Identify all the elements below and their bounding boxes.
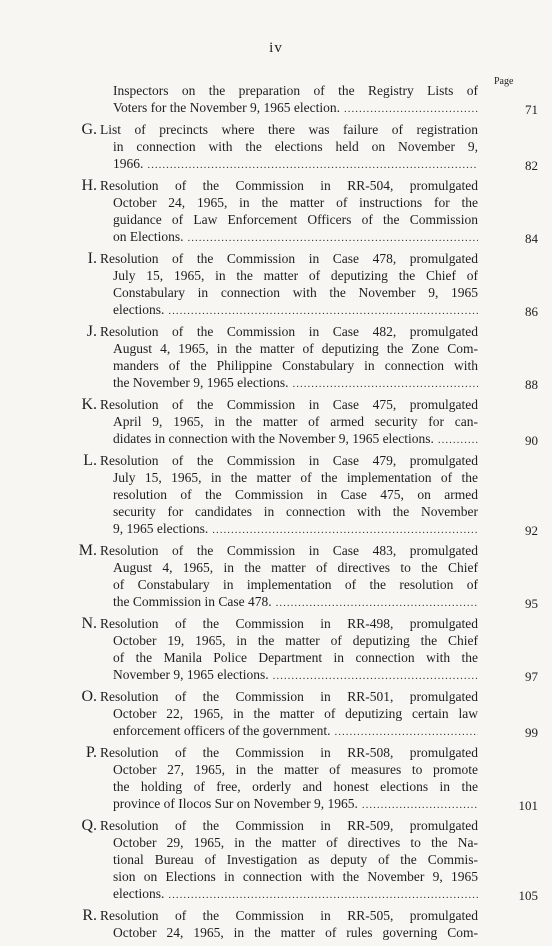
toc-entry xyxy=(0,744,552,812)
toc-entry-text: October 24, 1965, in the matter of rules governing Com- xyxy=(113,925,478,940)
toc-entry-text: Constabulary in connection with the November 9, 1965 xyxy=(113,285,478,300)
toc-entry-text: province of Ilocos Sur on November 9, 1965. xyxy=(113,796,358,811)
toc-entry-line-last xyxy=(113,795,538,813)
dot-leader xyxy=(168,303,478,320)
toc-entry-text: Voters for the November 9, 1965 election. xyxy=(113,100,340,115)
toc-entry-text: the Commission in Case 478. xyxy=(113,594,272,609)
toc-entry-line-last xyxy=(113,520,538,538)
dot-leader xyxy=(362,797,478,814)
toc-entry-line-last xyxy=(113,885,538,903)
toc-entry-letter: R. xyxy=(82,907,97,924)
toc-entry-letter: P. xyxy=(85,744,97,761)
page-number: iv xyxy=(269,40,283,56)
toc-entry-page-number: 99 xyxy=(525,725,538,740)
toc-entry-text: November 9, 1965 elections. xyxy=(113,667,269,682)
dot-leader xyxy=(212,522,478,539)
toc-entry-line-last xyxy=(113,155,538,173)
toc-entry-line-last xyxy=(113,301,538,319)
toc-entry-text: tional Bureau of Investigation as deputy of the Commis- xyxy=(113,852,478,867)
toc-entry-text: the holding of free, orderly and honest elections in the xyxy=(113,779,478,794)
toc-entry-page-number: 95 xyxy=(525,596,538,611)
toc-entry xyxy=(0,250,552,318)
toc-entry-page-number: 86 xyxy=(525,304,538,319)
toc-entry-page-number: 101 xyxy=(518,798,538,813)
toc-entry-text: Resolution of the Commission in RR-504, promulgated xyxy=(100,178,478,193)
dot-leader xyxy=(335,724,478,741)
toc-entry xyxy=(0,688,552,739)
toc-entry-text: October 22, 1965, in the matter of deputizing certain law xyxy=(113,706,478,721)
toc-entry-text: sion on Elections in connection with the November 9, 1965 xyxy=(113,869,478,884)
toc-entry xyxy=(0,396,552,447)
toc-entry-letter: M. xyxy=(78,542,97,559)
toc-entry xyxy=(0,323,552,391)
toc-entry-line-last xyxy=(113,228,538,246)
toc-entry-text: Resolution of the Commission in RR-501, promulgated xyxy=(100,689,478,704)
toc-entry xyxy=(0,452,552,537)
toc-entry-text: October 29, 1965, in the matter of directives to the Na- xyxy=(113,835,478,850)
toc-entry-text: October 24, 1965, in the matter of instructions for the xyxy=(113,195,478,210)
dot-leader xyxy=(292,376,478,393)
toc-entry xyxy=(0,817,552,902)
toc-entry-text: October 27, 1965, in the matter of measures to promote xyxy=(113,762,478,777)
toc-entry-letter: H. xyxy=(81,177,97,194)
toc-entry xyxy=(0,542,552,610)
toc-entry-text: on Elections. xyxy=(113,229,184,244)
toc-entry-text: Resolution of the Commission in RR-505, promulgated xyxy=(100,908,478,923)
toc-entry-line-last xyxy=(113,99,538,117)
toc-entry xyxy=(0,907,552,941)
toc-entry-page-number: 105 xyxy=(518,888,538,903)
toc-entry-letter: N. xyxy=(81,615,97,632)
toc-entry-text: 1966. xyxy=(113,156,144,171)
toc-entry xyxy=(0,177,552,245)
toc-entry-text: of the Manila Police Department in connection with the xyxy=(113,650,478,665)
toc-entry-page-number: 71 xyxy=(525,102,538,117)
toc-entry-line-last xyxy=(113,374,538,392)
dot-leader xyxy=(438,432,478,449)
toc-entry-text: Resolution of the Commission in RR-509, promulgated xyxy=(100,818,478,833)
page-column-label: Page xyxy=(494,76,514,87)
toc-entry-page-number: 88 xyxy=(525,377,538,392)
toc-entry-page-number: 97 xyxy=(525,669,538,684)
toc-entry xyxy=(0,82,552,116)
toc-entry xyxy=(0,615,552,683)
toc-entry-text: 9, 1965 elections. xyxy=(113,521,209,536)
dot-leader xyxy=(344,101,478,118)
toc-entry-text: of Constabulary in implementation of the resolution of xyxy=(113,577,478,592)
toc-entry-text: the November 9, 1965 elections. xyxy=(113,375,289,390)
dot-leader xyxy=(147,157,478,174)
toc-entry-text: July 15, 1965, in the matter of deputizing the Chief of xyxy=(113,268,478,283)
toc-entry-text: enforcement officers of the government. xyxy=(113,723,331,738)
toc-entry-text: Resolution of the Commission in RR-498, promulgated xyxy=(100,616,478,631)
toc-entry-text: Resolution of the Commission in Case 482, promulgated xyxy=(100,324,478,339)
toc-entry-text: Inspectors on the preparation of the Registry Lists of xyxy=(113,83,478,98)
dot-leader xyxy=(276,595,478,612)
toc-entry-text: Resolution of the Commission in Case 478, promulgated xyxy=(100,251,478,266)
toc-entry-text: April 9, 1965, in the matter of armed security for can- xyxy=(113,414,478,429)
toc-entry-text: August 4, 1965, in the matter of deputizing the Zone Com- xyxy=(113,341,478,356)
dot-leader xyxy=(168,887,478,904)
toc-entry-page-number: 90 xyxy=(525,433,538,448)
toc-entry-text: in connection with the elections held on November 9, xyxy=(113,139,478,154)
toc-entry xyxy=(0,121,552,172)
toc-entry-letter: J. xyxy=(86,323,97,340)
toc-entry-text: security for candidates in connection with the November xyxy=(113,504,478,519)
toc-entry-letter: I. xyxy=(87,250,97,267)
toc-entry-text: Resolution of the Commission in RR-508, promulgated xyxy=(100,745,478,760)
dot-leader xyxy=(188,230,479,247)
toc-entry-text: resolution of the Commission in Case 475, on armed xyxy=(113,487,478,502)
toc-entry-page-number: 92 xyxy=(525,523,538,538)
toc-entry-text: didates in connection with the November 9, 1965 elections. xyxy=(113,431,434,446)
toc-entry-line-last xyxy=(113,722,538,740)
toc-entry-text: manders of the Philippine Constabulary in connection with xyxy=(113,358,478,373)
toc-entry-text: elections. xyxy=(113,302,165,317)
toc-entry-text: Resolution of the Commission in Case 483, promulgated xyxy=(100,543,478,558)
toc-entry-text: July 15, 1965, in the matter of the implementation of the xyxy=(113,470,478,485)
toc-entry-text: Resolution of the Commission in Case 479, promulgated xyxy=(100,453,478,468)
toc-entry-letter: L. xyxy=(83,452,97,469)
table-of-contents xyxy=(0,82,552,946)
toc-entry-text: elections. xyxy=(113,886,165,901)
toc-entry-letter: K. xyxy=(81,396,97,413)
toc-entry-text: Resolution of the Commission in Case 475, promulgated xyxy=(100,397,478,412)
toc-entry-letter: G. xyxy=(81,121,97,138)
toc-entry-letter: Q. xyxy=(81,817,97,834)
toc-entry-text: October 19, 1965, in the matter of deputizing the Chief xyxy=(113,633,478,648)
toc-entry-text: guidance of Law Enforcement Officers of the Commission xyxy=(113,212,478,227)
toc-entry-line-last xyxy=(113,430,538,448)
toc-entry-letter: O. xyxy=(81,688,97,705)
toc-entry-line-last xyxy=(113,666,538,684)
toc-entry-text: August 4, 1965, in the matter of directives to the Chief xyxy=(113,560,478,575)
toc-entry-text: List of precincts where there was failure of registration xyxy=(100,122,478,137)
toc-entry-page-number: 84 xyxy=(525,231,538,246)
toc-entry-page-number: 82 xyxy=(525,158,538,173)
toc-entry-line-last xyxy=(113,593,538,611)
dot-leader xyxy=(273,668,478,685)
